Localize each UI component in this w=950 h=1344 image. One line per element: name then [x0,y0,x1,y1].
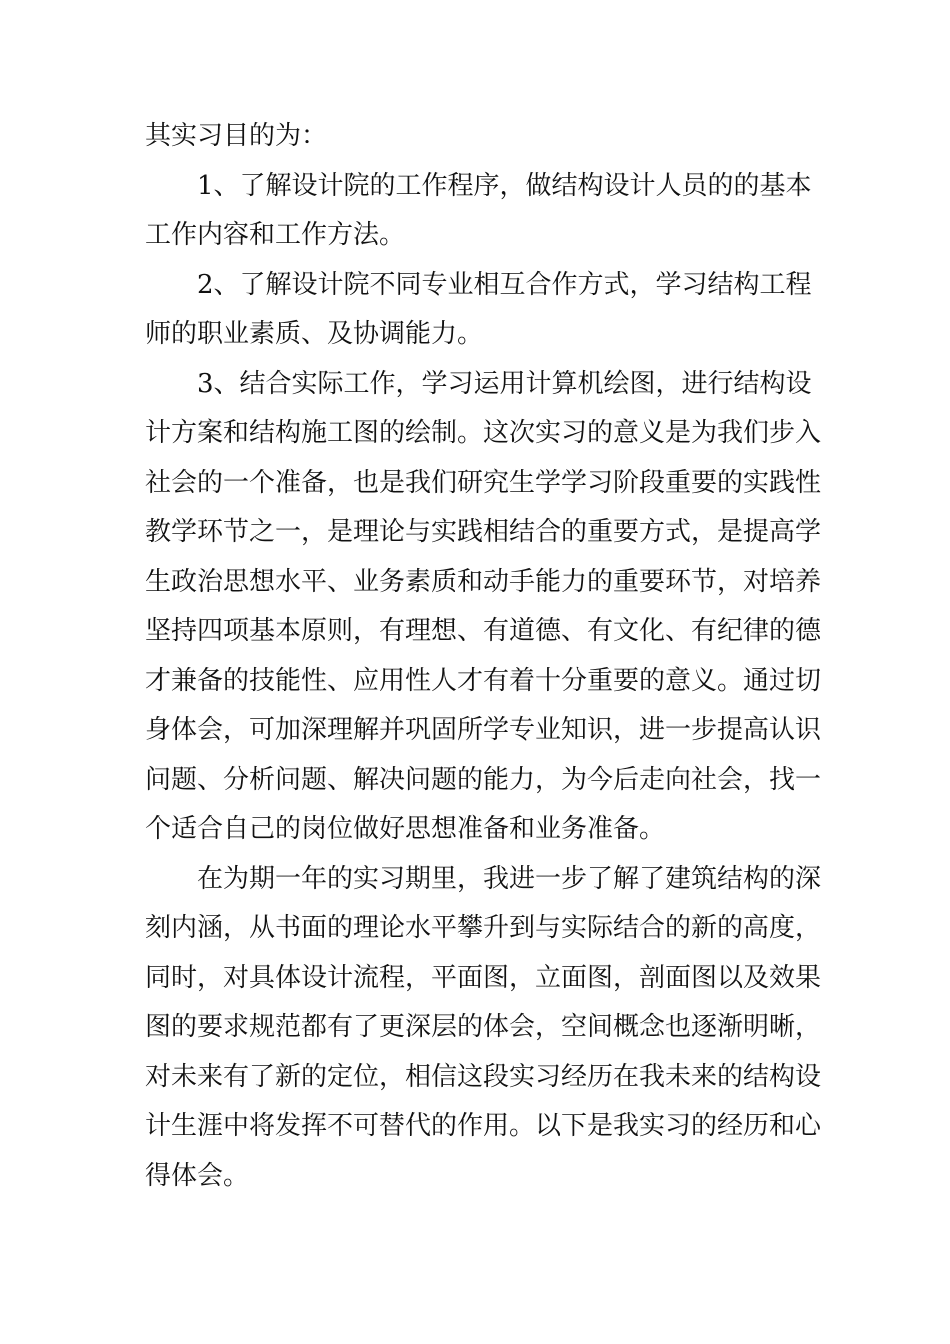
text-line: 同时，对具体设计流程，平面图，立面图，剖面图以及效果 [145,962,822,993]
text-line: 计生涯中将发挥不可替代的作用。以下是我实习的经历和心 [145,1111,822,1141]
text-line: 2、了解设计院不同专业相互合作方式，学习结构工程 [197,269,812,300]
text-line: 图的要求规范都有了更深层的体会，空间概念也逐渐明晰， [145,1012,822,1042]
text-line: 教学环节之一，是理论与实践相结合的重要方式，是提高学 [145,517,822,547]
text-line: 坚持四项基本原则，有理想、有道德、有文化、有纪律的德 [145,616,822,646]
text-line: 师的职业素质、及协调能力。 [145,319,484,349]
text-line: 身体会，可加深理解并巩固所学专业知识，进一步提高认识 [145,715,822,745]
document-body [145,112,825,1201]
text-line: 工作内容和工作方法。 [145,220,406,250]
text-line: 在为期一年的实习期里，我进一步了解了建筑结构的深 [197,863,822,894]
text-line: 社会的一个准备，也是我们研究生学学习阶段重要的实践性 [145,467,822,498]
text-line: 对未来有了新的定位，相信这段实习经历在我未来的结构设 [145,1061,822,1092]
text-line: 生政治思想水平、业务素质和动手能力的重要环节，对培养 [145,566,822,597]
text-line: 3、结合实际工作，学习运用计算机绘图，进行结构设 [197,368,812,399]
text-line: 得体会。 [145,1160,250,1191]
text-line: 1、了解设计院的工作程序，做结构设计人员的的基本 [197,170,812,201]
text-line: 问题、分析问题、解决问题的能力，为今后走向社会，找一 [145,764,822,795]
text-line: 计方案和结构施工图的绘制。这次实习的意义是为我们步入 [145,418,822,448]
text-line: 其实习目的为： [145,121,328,151]
text-line: 个适合自己的岗位做好思想准备和业务准备。 [145,814,666,844]
text-line: 刻内涵，从书面的理论水平攀升到与实际结合的新的高度， [145,913,822,943]
text-line: 才兼备的技能性、应用性人才有着十分重要的意义。通过切 [145,665,822,696]
